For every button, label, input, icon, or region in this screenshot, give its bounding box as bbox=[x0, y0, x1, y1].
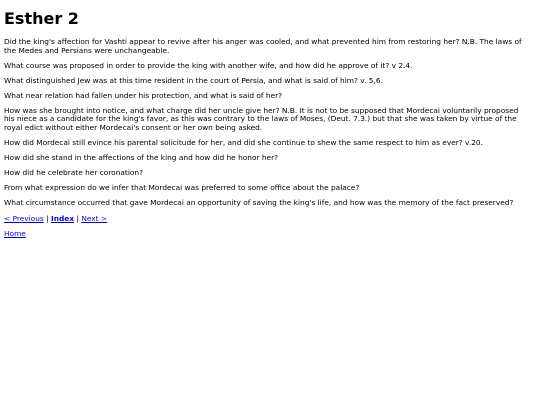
question-list bbox=[4, 38, 528, 207]
home-nav bbox=[4, 229, 528, 238]
question-item: What circumstance occurred that gave Mordecai an opportunity of saving the king's life, and how was the memory of the fact preserved? bbox=[4, 197, 514, 207]
previous-link[interactable]: < Previous bbox=[4, 213, 44, 223]
question-item: How was she brought into notice, and what charge did her uncle give her? N.B. It is not to be supposed that Mordecai voluntarily proposed his niece as a candidate for the king's favor, as this was contrary to the laws of Moses, (Deut. 7.3.) but that she was taken by virtue of the royal edict without either Mordecai's consent or her own being asked. bbox=[4, 105, 519, 132]
next-link[interactable]: Next > bbox=[81, 213, 108, 223]
question-item: How did she stand in the affections of the king and how did he honor her? bbox=[4, 152, 279, 162]
question-item: What distinguished Jew was at this time resident in the court of Persia, and what is said of him? v. 5,6. bbox=[4, 75, 383, 85]
pagination-nav bbox=[4, 214, 528, 223]
nav-separator: | bbox=[76, 213, 79, 223]
question-item: How did Mordecai still evince his parental solicitude for her, and did she continue to shew the same respect to him as ever? v.20. bbox=[4, 137, 483, 147]
page-title: Esther 2 bbox=[4, 9, 79, 28]
nav-separator: | bbox=[46, 213, 49, 223]
question-item: Did the king's affection for Vashti appear to revive after his anger was cooled, and what prevented him from restoring her? N.B. The laws of the Medes and Persians were unchangeable. bbox=[4, 37, 522, 55]
index-link[interactable]: Index bbox=[51, 213, 75, 223]
question-item: What near relation had fallen under his protection, and what is said of her? bbox=[4, 90, 283, 100]
home-link[interactable]: Home bbox=[4, 228, 26, 238]
question-item: How did he celebrate her coronation? bbox=[4, 167, 143, 177]
question-item: From what expression do we infer that Mordecai was preferred to some office about the palace? bbox=[4, 182, 360, 192]
question-item: What course was proposed in order to provide the king with another wife, and how did he approve of it? v 2.4. bbox=[4, 60, 413, 70]
